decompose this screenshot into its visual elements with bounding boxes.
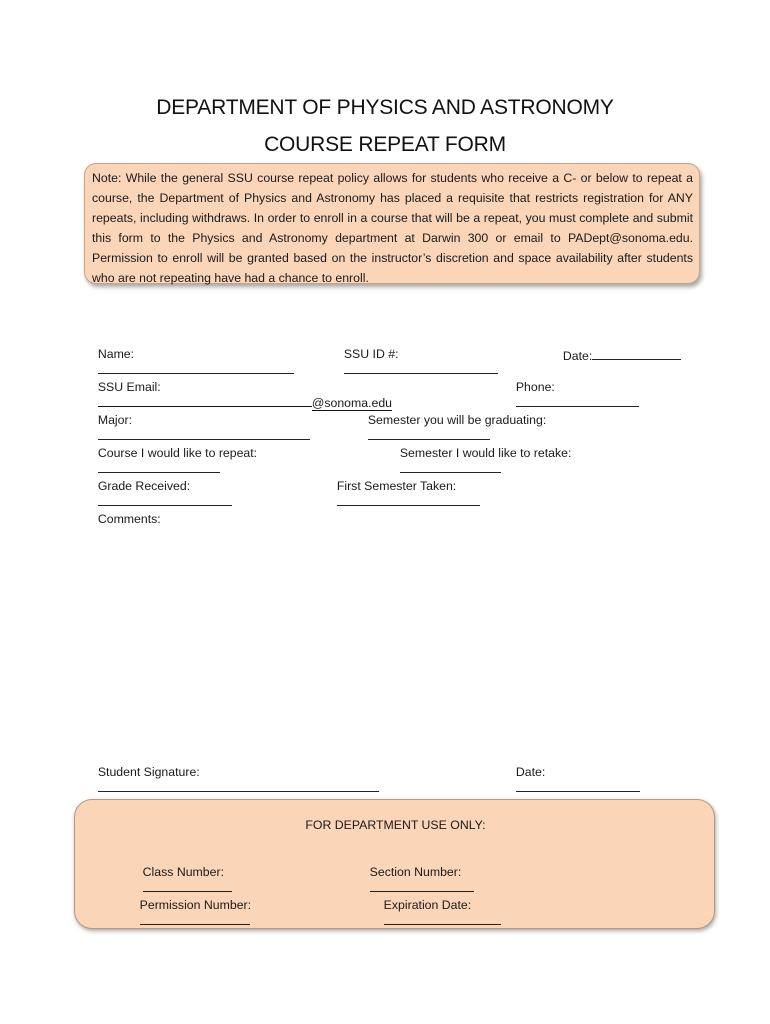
section-number-label: Section Number: bbox=[369, 865, 462, 879]
first-semester-label: First Semester Taken: bbox=[336, 479, 457, 493]
permission-number-field[interactable] bbox=[140, 912, 250, 925]
policy-note-text: Note: While the general SSU course repeat policy allows for students who receive a C- or below to repeat a course, the Department of Physics and Astronomy has placed a requisite that restricts registration for ANY repeats, including withdraws. In order to enroll in a course that will be a repeat, you must complete and submit this form to the Physics and Astronomy department at Darwin 300 or email to PADept@sonoma.edu. Permission to enroll will be granted based on the instructor’s discretion and space availability after students who are not repeating have had a chance to enroll. bbox=[92, 171, 693, 285]
major-label: Major: bbox=[97, 413, 133, 427]
department-use-heading: FOR DEPARTMENT USE ONLY: bbox=[305, 818, 486, 832]
expiration-date-label: Expiration Date: bbox=[383, 898, 472, 912]
date-field[interactable] bbox=[592, 347, 681, 360]
signature-date-row bbox=[509, 751, 640, 795]
date-label: Date: bbox=[562, 349, 593, 363]
date-row bbox=[556, 333, 681, 363]
expiration-date-field[interactable] bbox=[384, 912, 501, 925]
expiration-date-row bbox=[370, 884, 501, 942]
first-semester-field[interactable] bbox=[337, 493, 480, 506]
name-label: Name: bbox=[97, 347, 135, 361]
form-title-line1: DEPARTMENT OF PHYSICS AND ASTRONOMY bbox=[156, 96, 614, 119]
semester-graduating-label: Semester you will be graduating: bbox=[367, 413, 547, 427]
signature-label: Student Signature: bbox=[97, 765, 200, 779]
form-title-line2: COURSE REPEAT FORM bbox=[264, 133, 506, 156]
email-domain-text: @sonoma.edu bbox=[311, 396, 393, 410]
signature-field[interactable] bbox=[98, 779, 379, 792]
course-repeat-label: Course I would like to repeat: bbox=[97, 446, 258, 460]
signature-date-label: Date: bbox=[515, 765, 546, 779]
ssu-id-label: SSU ID #: bbox=[343, 347, 399, 361]
signature-date-field[interactable] bbox=[516, 779, 640, 792]
semester-retake-label: Semester I would like to retake: bbox=[399, 446, 572, 460]
ssu-email-label: SSU Email: bbox=[97, 380, 161, 394]
policy-note-box bbox=[84, 163, 700, 284]
phone-label: Phone: bbox=[515, 380, 555, 394]
department-use-box bbox=[74, 799, 715, 929]
comments-label: Comments: bbox=[97, 512, 161, 526]
grade-received-label: Grade Received: bbox=[97, 479, 191, 493]
signature-row bbox=[91, 751, 379, 795]
class-number-label: Class Number: bbox=[142, 865, 224, 879]
first-semester-row bbox=[330, 465, 480, 509]
comments-area[interactable] bbox=[91, 518, 681, 738]
permission-number-label: Permission Number: bbox=[139, 898, 252, 912]
permission-number-row bbox=[126, 884, 251, 942]
